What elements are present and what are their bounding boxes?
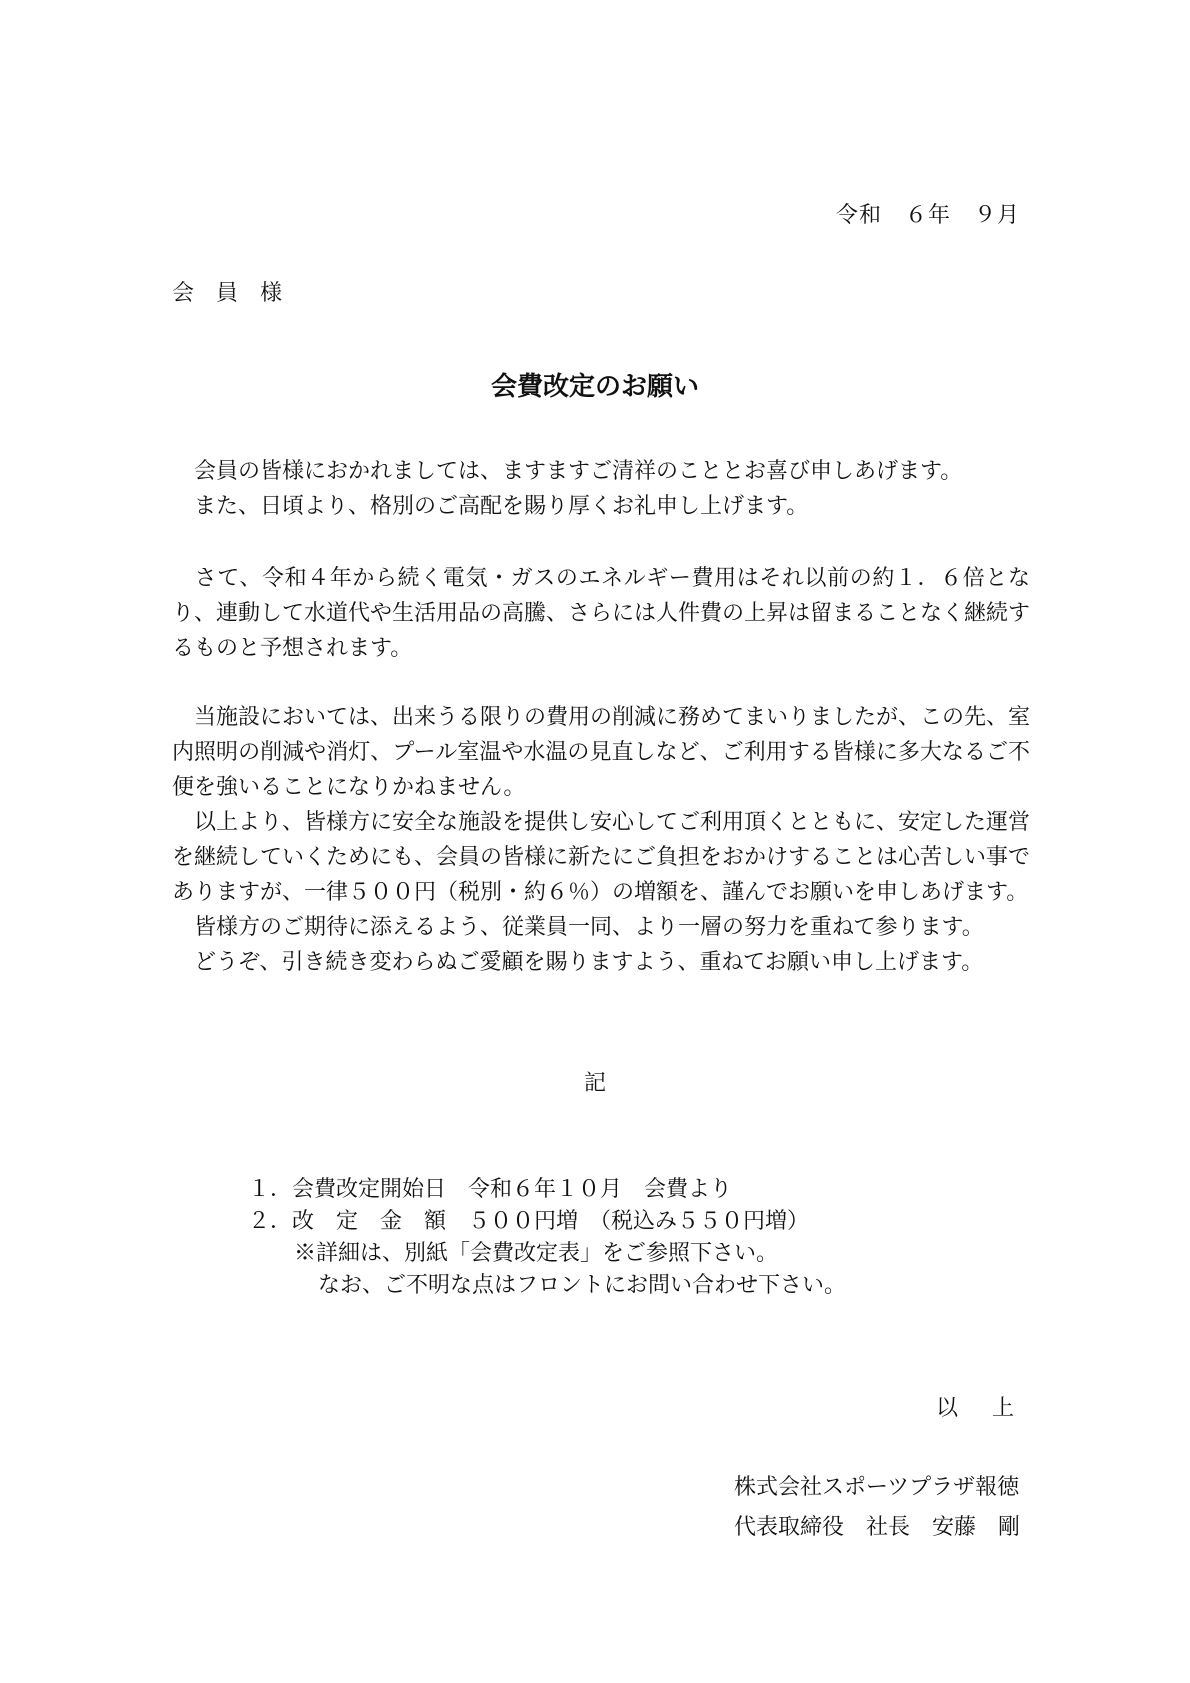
greeting-line-1: 会員の皆様におかれましては、ますますご清祥のこととお喜び申しあげます。 — [172, 459, 963, 484]
facility-paragraph: 当施設においては、出来うる限りの費用の削減に務めてまいりましたが、この先、室内照明の削減や消灯、プール室温や水温の見直しなど、ご利用する皆様に多大なるご不便を強いることになりかねません。 — [172, 705, 1031, 800]
closing-mark: 以 上 — [935, 1396, 1020, 1421]
company-name: 株式会社スポーツプラザ報徳 — [733, 1475, 1020, 1500]
cost-section — [172, 561, 1030, 666]
greeting-line-2: また、日頃より、格別のご高配を賜り厚くお礼申し上げます。 — [172, 494, 809, 519]
signature-block — [734, 1468, 1020, 1548]
contact-note: なお、ご不明な点はフロントにお問い合わせ下さい。 — [318, 1273, 847, 1298]
detail-amount: ２．改 定 金 額 ５００円増 （税込み５５０円増） — [248, 1209, 810, 1234]
cost-paragraph: さて、令和４年から続く電気・ガスのエネルギー費用はそれ以前の約１．６倍となり、連動して水道代や生活用品の高騰、さらには人件費の上昇は留まることなく継続するものと予想されます。 — [172, 566, 1031, 661]
letter-date: 令和 ６年 ９月 — [835, 203, 1020, 228]
request-paragraph: 以上より、皆様方に安全な施設を提供し安心してご利用頂くとともに、安定した運営を継続していくためにも、会員の皆様に新たにご負担をおかけすることは心苦しい事でありますが、一律５００円（税別・約６％）の増額を、謹んでお願いを申しあげます。 — [172, 810, 1031, 905]
letter-title: 会費改定のお願い — [490, 372, 699, 402]
detail-start-date: １．会費改定開始日 令和６年１０月 会費より — [248, 1177, 733, 1202]
greeting-section — [172, 454, 1030, 524]
recipient: 会 員 様 — [172, 281, 283, 306]
ki-heading: 記 — [583, 1071, 606, 1096]
detail-note: ※詳細は、別紙「会費改定表」をご参照下さい。 — [294, 1241, 779, 1266]
request-section — [172, 700, 1030, 980]
closing-request-paragraph: どうぞ、引き続き変わらぬご愛顧を賜りますよう、重ねてお願い申し上げます。 — [172, 950, 984, 975]
representative-name: 代表取締役 社長 安藤 剛 — [733, 1515, 1020, 1540]
effort-paragraph: 皆様方のご期待に添えるよう、従業員一同、より一層の努力を重ねて参ります。 — [172, 915, 984, 940]
details-list — [248, 1174, 846, 1302]
